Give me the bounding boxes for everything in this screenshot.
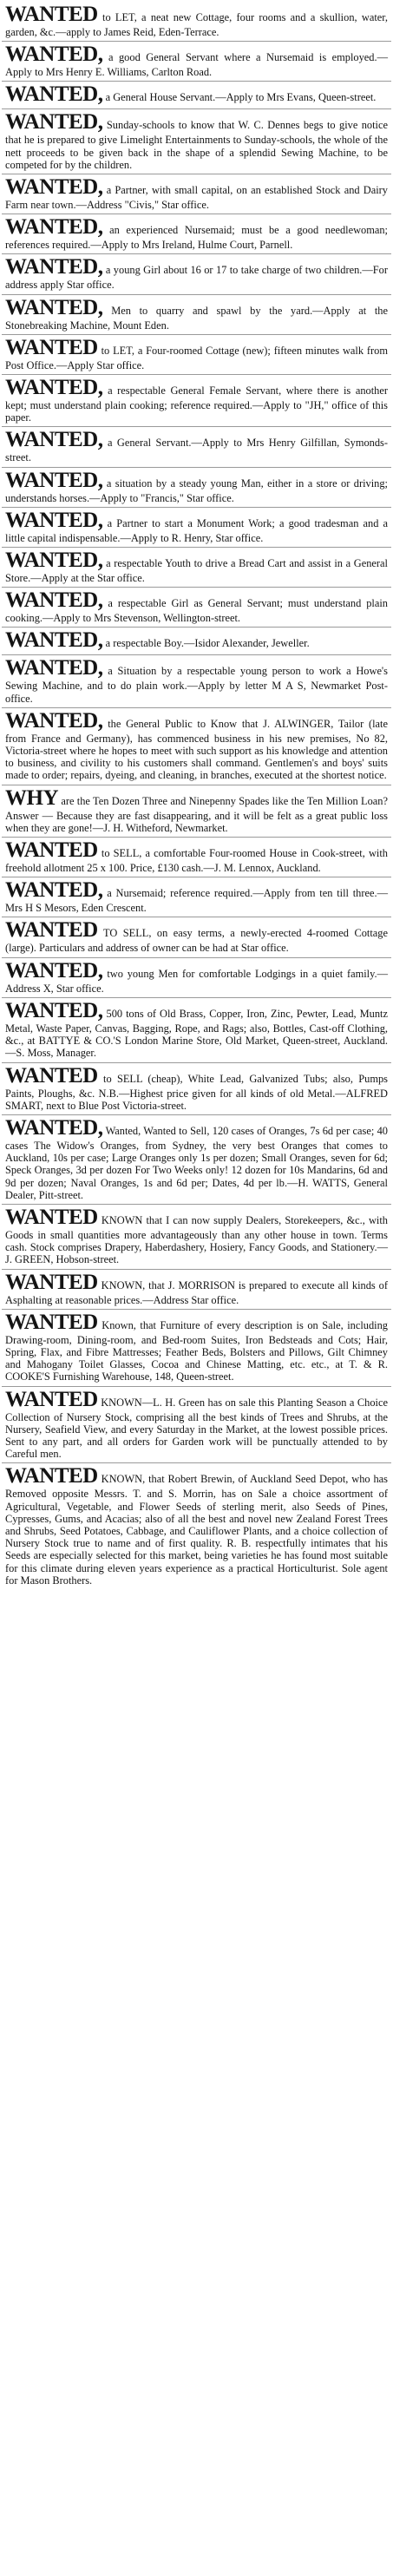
ad-body: to LET, a Four-roomed Cottage (new); fifteen minutes walk from Post Office.—Apply Star office. xyxy=(5,344,388,371)
ad-text xyxy=(5,297,388,332)
ad-text xyxy=(5,176,388,211)
ad-body: Men to quarry and spawl by the yard.—Apply at the Stonebreaking Machine, Mount Eden. xyxy=(5,304,388,332)
ad-body: a young Girl about 16 or 17 to take charge of two children.—For address apply Star office. xyxy=(5,264,388,292)
ad-body: a General House Servant.—Apply to Mrs Evans, Queen-street. xyxy=(105,91,377,104)
ad-text xyxy=(5,1000,388,1060)
classified-ad xyxy=(2,838,391,877)
classified-ad xyxy=(2,295,391,335)
ad-text xyxy=(5,710,388,782)
ad-text xyxy=(5,919,388,954)
ad-body: a Nursemaid; reference required.—Apply from ten till three.—Mrs H S Mesors, Eden Crescent. xyxy=(5,887,388,915)
ad-body: a General Servant.—Apply to Mrs Henry Gilfillan, Symonds-street. xyxy=(5,437,388,464)
ad-lead-word: WANTED, xyxy=(5,376,103,400)
ad-lead-word: WANTED, xyxy=(5,1115,103,1140)
classified-ad xyxy=(2,1387,391,1464)
ad-text xyxy=(5,111,388,171)
classified-ad xyxy=(2,958,391,998)
ad-body: to SELL (cheap), White Lead, Galvanized Tubs; also, Pumps Paints, Ploughs, &c. N.B.—Highest price given for all kinds of old Metal.—ALFRED SMART, next to Blue Post Victoria-street. xyxy=(5,1072,388,1112)
ad-lead-word: WANTED, xyxy=(5,958,103,982)
ad-lead-word: WANTED, xyxy=(5,255,103,279)
ad-body: an experienced Nursemaid; must be a good needlewoman; references required.—Apply to Mrs Ireland, Hulme Court, Parnell. xyxy=(5,224,388,252)
ad-body: the General Public to Know that J. ALWINGER, Tailor (late from France and Germany), has commenced business in his new premises, No 82, Victoria-street where he hopes to meet with such support as his knowledge and attention to business, and civility to his customers shall command. Gentlemen's and boys' suits made to order; repairs, dyeing, and cleaning, in branches, executed at the shortest notice. xyxy=(5,717,388,782)
advertisement-column xyxy=(2,0,391,1589)
classified-ad xyxy=(2,214,391,254)
ad-text xyxy=(5,879,388,914)
ad-body: Wanted, Wanted to Sell, 120 cases of Oranges, 7s 6d per case; 40 cases The Widow's Oranges, from Sydney, the very best Oranges that comes to Auckland, 10s per case; Large Oranges only 1s per dozen; Small Oranges, seven for 6d; Speck Oranges, 3d per dozen For Two Weeks only! 12 dozen for 10s Mandarins, 6d and 9d per dozen; Naval Oranges, 1s and 6d per; Dates, 4d per lb.—H. WATTS, General Dealer, Pitt-street. xyxy=(5,1124,389,1201)
ad-body: KNOWN—L. H. Green has on sale this Planting Season a Choice Collection of Nursery Stock, comprising all the best kinds of Trees and Shrubs, at the Nursery, Seafield View, and every Saturday in the Market, at the lowest possible prices. Sent to any part, and all orders for Garden work will be punctually attended to by Careful men. xyxy=(5,1396,388,1461)
ad-text xyxy=(5,960,388,995)
ad-body: are the Ten Dozen Three and Ninepenny Spades like the Ten Million Loan? Answer — Because they are fast disappearing, and it will be felt as a great public loss when they are gone!—J. H. Witheford, Newmarket. xyxy=(5,794,388,834)
ad-lead-word: WHY xyxy=(5,785,58,810)
ad-body: to SELL, a comfortable Four-roomed House in Cook-street, with freehold allotment 25 x 100. Price, £130 cash.—J. M. Lennox, Auckland. xyxy=(5,847,388,875)
ad-body: a good General Servant where a Nursemaid is employed.—Apply to Mrs Henry E. Williams, Carlton Road. xyxy=(5,51,388,79)
ad-lead-word: WANTED, xyxy=(5,628,103,653)
classified-ad xyxy=(2,174,391,214)
ad-body: Known, that Furniture of every description is on Sale, including Drawing-room, Dining-room, and Bed-room Suites, Iron Bedsteads and Cots; Hair, Spring, Flax, and Fibre Mattresses; Feather Beds, Bolsters and Pillows, Gilt Chimney and Mahogany Toilet Glasses, Cocoa and Chinese Matting, etc. etc., at T. & R. COOKE'S Furnishing Warehouse, 148, Queen-street. xyxy=(5,1318,388,1383)
classified-ad xyxy=(2,254,391,294)
ad-body: a Partner, with small capital, on an established Stock and Dairy Farm near town.—Address "Civis," Star office. xyxy=(5,184,388,212)
ad-lead-word: WANTED, xyxy=(5,110,103,135)
ad-body: Sunday-schools to know that W. C. Dennes begs to give notice that he is prepared to give Limelight Entertainments to Sunday-schools, the whole of the nett proceeds to be given back in the shape of a splendid Sewing Machine, to be competed for by the children. xyxy=(5,119,388,171)
classified-ad xyxy=(2,468,391,508)
classified-ad xyxy=(2,708,391,785)
classified-ad xyxy=(2,785,391,838)
ad-lead-word: WANTED, xyxy=(5,215,103,240)
ad-body: a Partner to start a Monument Work; a good tradesman and a little capital indispensable.—Apply to R. Henry, Star office. xyxy=(5,516,388,544)
ad-text xyxy=(5,377,388,424)
ad-lead-word: WANTED xyxy=(5,1063,98,1088)
ad-text xyxy=(5,839,388,874)
ad-text xyxy=(5,1065,388,1112)
ad-lead-word: WANTED xyxy=(5,918,98,943)
ad-body: KNOWN, that Robert Brewin, of Auckland Seed Depot, who has Removed opposite Messrs. T. and S. Morrin, has on Sale a choice assortment of Agricultural, Vegetable, and Flower Seeds of sterling merit, also Seeds of Pines, Cypresses, Gums, and Acacias; also of all the best and novel new Zealand Forest Trees and Shrubs, Seed Potatoes, Cabbage, and Cauliflower Plants, and a choice collection of Nursery Stock true to name and of first quality. R. B. respectfully intimates that his Seeds are especially selected for this market, being varieties he has found most suitable for this climate during eleven years experience as a practical Horticulturist. Sole agent for Mason Brothers. xyxy=(5,1473,388,1587)
classified-ad xyxy=(2,335,391,375)
ad-body: a Situation by a respectable young person to work a Howe's Sewing Machine, and to do plain work.—Apply by letter M A S, Newmarket Post-office. xyxy=(5,665,388,705)
ad-text xyxy=(5,549,388,584)
ad-text xyxy=(5,509,388,544)
ad-body: a situation by a steady young Man, either in a store or driving; understands horses.—Apply to "Francis," Star office. xyxy=(5,476,388,504)
classified-ad xyxy=(2,588,391,628)
ad-body: TO SELL, on easy terms, a newly-erected 4-roomed Cottage (large). Particulars and address of owner can be had at Star office. xyxy=(5,927,388,955)
ad-lead-word: WANTED, xyxy=(5,82,103,107)
classified-ad xyxy=(2,1310,391,1387)
classified-ad xyxy=(2,655,391,707)
ad-text xyxy=(5,1272,388,1306)
ad-body: KNOWN, that J. MORRISON is prepared to execute all kinds of Asphalting at reasonable prices.—Address Star office. xyxy=(5,1278,388,1306)
ad-lead-word: WANTED xyxy=(5,1270,98,1294)
classified-ad xyxy=(2,1115,391,1205)
classified-ad xyxy=(2,375,391,427)
ad-text xyxy=(5,787,388,834)
classified-ad xyxy=(2,508,391,548)
ad-text xyxy=(5,589,388,624)
ad-body: a respectable Boy.—Isidor Alexander, Jeweller. xyxy=(105,637,310,650)
ad-body: a respectable Youth to drive a Bread Cart and assist in a General Store.—Apply at the Star office. xyxy=(5,557,388,585)
ad-text xyxy=(5,43,388,78)
ad-text xyxy=(5,1311,388,1383)
classified-ad xyxy=(2,42,391,82)
classified-ad xyxy=(2,1205,391,1270)
ad-lead-word: WANTED, xyxy=(5,428,103,452)
ad-text xyxy=(5,1465,388,1587)
ad-lead-word: WANTED xyxy=(5,335,98,359)
ad-body: 500 tons of Old Brass, Copper, Iron, Zinc, Pewter, Lead, Muntz Metal, Waste Paper, Canvas, Bagging, Rope, and Rags; also, Bottles, Cast-off Clothing, &c., at BATTYE & CO.'S London Marine Store, Old Market, Queen-street, Auckland.—S. Moss, Manager. xyxy=(5,1007,388,1060)
classified-ad xyxy=(2,1463,391,1589)
classified-ad xyxy=(2,917,391,957)
ad-lead-word: WANTED, xyxy=(5,468,103,492)
ad-text xyxy=(5,83,388,106)
ad-text xyxy=(5,216,388,251)
ad-lead-word: WANTED, xyxy=(5,508,103,532)
ad-body: KNOWN that I can now supply Dealers, Storekeepers, &c., with Goods in small quantities more advantageously than any other house in town. Terms cash. Stock comprises Drapery, Haberdashery, Hosiery, Fancy Goods, and Stationery.—J. GREEN, Hobson-street. xyxy=(5,1213,388,1266)
ad-text xyxy=(5,470,388,504)
ad-lead-word: WANTED xyxy=(5,1205,98,1229)
ad-lead-word: WANTED, xyxy=(5,878,103,903)
ad-lead-word: WANTED, xyxy=(5,708,103,733)
ad-lead-word: WANTED, xyxy=(5,43,103,67)
classified-ad xyxy=(2,427,391,467)
ad-lead-word: WANTED, xyxy=(5,588,103,613)
ad-lead-word: WANTED, xyxy=(5,295,103,319)
classified-ad xyxy=(2,548,391,588)
classified-ad xyxy=(2,628,391,655)
ad-text xyxy=(5,1389,388,1461)
ad-text xyxy=(5,629,388,652)
classified-ad xyxy=(2,82,391,109)
classified-ad xyxy=(2,109,391,174)
classified-ad xyxy=(2,998,391,1063)
ad-text xyxy=(5,657,388,704)
ad-text xyxy=(5,337,388,371)
classified-ad xyxy=(2,877,391,917)
classified-ad xyxy=(2,1270,391,1310)
ad-body: a respectable General Female Servant, where there is another kept; must understand plain cooking; reference required.—Apply to "JH," office of this paper. xyxy=(5,384,388,424)
ad-lead-word: WANTED xyxy=(5,1310,98,1334)
ad-lead-word: WANTED xyxy=(5,1464,98,1488)
ad-lead-word: WANTED, xyxy=(5,656,103,680)
classified-ad xyxy=(2,2,391,42)
ad-text xyxy=(5,1117,388,1201)
ad-body: a respectable Girl as General Servant; must understand plain cooking.—Apply to Mrs Stevenson, Wellington-street. xyxy=(5,597,388,625)
ad-text xyxy=(5,3,388,38)
classified-ad xyxy=(2,1063,391,1115)
ad-lead-word: WANTED xyxy=(5,1387,98,1411)
ad-lead-word: WANTED, xyxy=(5,549,103,573)
ad-body: to LET, a neat new Cottage, four rooms and a skullion, water, garden, &c.—apply to James Reid, Eden-Terrace. xyxy=(5,11,388,38)
ad-lead-word: WANTED, xyxy=(5,175,103,200)
ad-text xyxy=(5,1206,388,1266)
ad-text xyxy=(5,429,388,463)
ad-lead-word: WANTED, xyxy=(5,998,103,1022)
ad-text xyxy=(5,256,388,291)
ad-body: two young Men for comfortable Lodgings in a quiet family.—Address X, Star office. xyxy=(5,967,388,995)
ad-lead-word: WANTED xyxy=(5,838,98,863)
ad-lead-word: WANTED xyxy=(5,3,98,26)
